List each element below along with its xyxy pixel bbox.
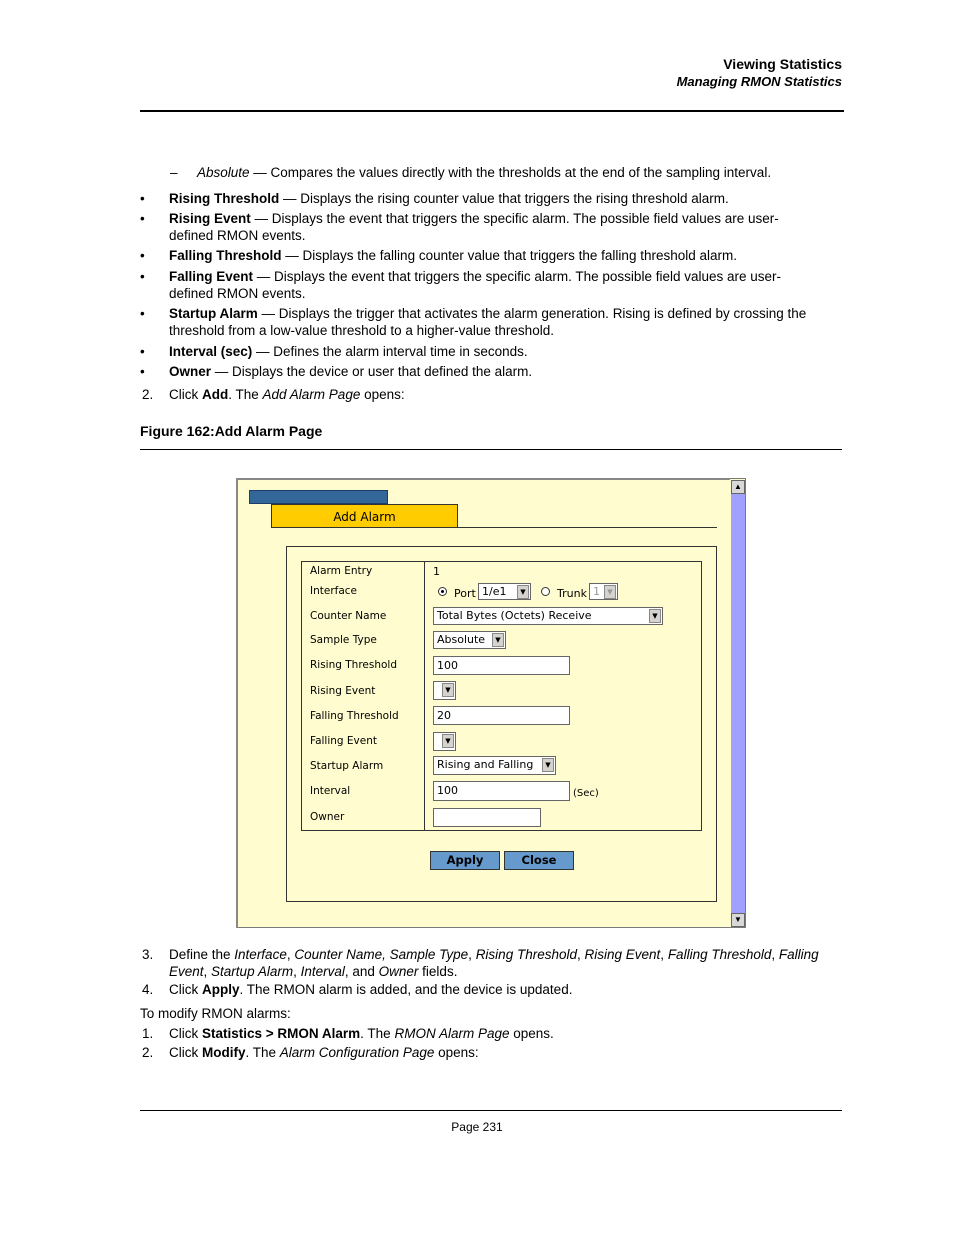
sample-type-select[interactable] [433, 631, 506, 649]
dropdown-arrow-icon: ▼ [442, 734, 454, 748]
bullet-term: Startup Alarm [169, 306, 258, 321]
bullet-continuation: defined RMON events. [169, 228, 306, 243]
step-3-run: Startup Alarm [211, 964, 294, 979]
bullet-description: — Displays the rising counter value that triggers the rising threshold alarm. [279, 191, 729, 206]
sample-type-label: Sample Type [310, 634, 377, 646]
modify-step-1-number: 1. [142, 1026, 154, 1041]
modify-intro: To modify RMON alarms: [140, 1006, 291, 1021]
modify-step-2-text [169, 1044, 479, 1061]
interval-label: Interval [310, 785, 351, 797]
alarm-entry-value: 1 [433, 565, 440, 578]
modify-step-2-bold: Modify [202, 1045, 246, 1060]
step-3-run: , [771, 947, 779, 962]
falling-threshold-input[interactable]: 20 [433, 706, 570, 725]
interval-unit: (Sec) [573, 788, 599, 799]
port-select-value: 1/e1 [482, 585, 507, 598]
bullet-description: — Displays the event that triggers the specific alarm. The possible field values are user- [253, 269, 782, 284]
bullet-item [169, 268, 781, 285]
port-label: Port [454, 587, 476, 600]
modify-step-1-italic: RMON Alarm Page [394, 1026, 510, 1041]
step-4-text [169, 981, 572, 998]
step-3-run: fields. [418, 964, 458, 979]
header-rule [140, 110, 844, 112]
figure-caption: Figure 162:Add Alarm Page [140, 423, 323, 439]
bullet-description: — Displays the trigger that activates the alarm generation. Rising is defined by crossing the [257, 306, 807, 321]
bullet-term: Owner [169, 364, 212, 379]
step-4-pre: Click [169, 982, 202, 997]
step-3-run: Rising Threshold [475, 947, 577, 962]
bullet-item [169, 190, 729, 207]
bullet-dot-icon: • [140, 364, 145, 379]
step-3-run: , and [344, 964, 379, 979]
sub-item-dash: – [170, 165, 178, 180]
trunk-radio[interactable] [541, 587, 550, 596]
bullet-description: — Displays the device or user that defined the alarm. [211, 364, 533, 379]
step-3-run: Rising Event [584, 947, 661, 962]
absolute-text: — Compares the values directly with the thresholds at the end of the sampling interval. [249, 165, 772, 180]
absolute-term: Absolute [197, 165, 250, 180]
dropdown-arrow-icon: ▼ [604, 585, 616, 599]
step-3-run: Falling [778, 947, 819, 962]
rising-threshold-label: Rising Threshold [310, 659, 398, 671]
modify-step-1-bold: Statistics > RMON Alarm [202, 1026, 361, 1041]
step-4-number: 4. [142, 982, 154, 997]
step-3-run: Interface [234, 947, 287, 962]
step-3-run: Falling Threshold [667, 947, 772, 962]
step-3-run: , [293, 964, 301, 979]
bullet-description: — Defines the alarm interval time in seconds. [252, 344, 528, 359]
rising-threshold-input[interactable]: 100 [433, 656, 570, 675]
step-4-post: . The RMON alarm is added, and the device is updated. [239, 982, 573, 997]
running-header-subtitle: Managing RMON Statistics [676, 74, 842, 89]
trunk-select[interactable] [589, 583, 618, 600]
bullet-dot-icon: • [140, 248, 145, 263]
step-2-text [169, 386, 405, 403]
close-button[interactable]: Close [504, 851, 574, 870]
bullet-term: Falling Event [169, 269, 254, 284]
bullet-description: — Displays the event that triggers the specific alarm. The possible field values are user- [250, 211, 779, 226]
dropdown-arrow-icon: ▼ [442, 683, 454, 697]
owner-label: Owner [310, 811, 345, 823]
scroll-up-arrow-icon[interactable]: ▲ [731, 480, 745, 494]
bullet-item [169, 210, 779, 227]
bullet-item [169, 305, 806, 322]
step-2-mid: . The [228, 387, 263, 402]
page-number: Page 231 [451, 1120, 503, 1134]
footer-rule [140, 1110, 842, 1111]
counter-name-value: Total Bytes (Octets) Receive [437, 609, 592, 622]
step-3-run: Define the [169, 947, 235, 962]
bullet-dot-icon: • [140, 306, 145, 321]
bullet-continuation: defined RMON events. [169, 286, 306, 301]
trunk-select-value: 1 [593, 585, 600, 598]
falling-threshold-label: Falling Threshold [310, 710, 399, 722]
bullet-description: — Displays the falling counter value that triggers the falling threshold alarm. [281, 248, 737, 263]
dropdown-arrow-icon: ▼ [517, 585, 529, 599]
dropdown-arrow-icon: ▼ [542, 758, 554, 772]
falling-event-label: Falling Event [310, 735, 377, 747]
bullet-term: Falling Threshold [169, 248, 282, 263]
bullet-dot-icon: • [140, 191, 145, 206]
vertical-scrollbar[interactable] [731, 480, 745, 927]
port-select[interactable] [478, 583, 531, 600]
sample-type-value: Absolute [437, 633, 486, 646]
step-3-run: Counter Name, Sample Type [294, 947, 469, 962]
rising-event-label: Rising Event [310, 685, 376, 697]
modify-step-1-pre: Click [169, 1026, 202, 1041]
step-3-run: Event [169, 964, 204, 979]
step-2-pre: Click [169, 387, 202, 402]
bullet-continuation: threshold from a low-value threshold to a higher-value threshold. [169, 323, 554, 338]
blue-tab-bar [249, 490, 388, 504]
startup-alarm-label: Startup Alarm [310, 760, 384, 772]
step-3-run: Interval [300, 964, 345, 979]
bullet-term: Rising Event [169, 211, 251, 226]
modify-step-1-mid: . The [360, 1026, 395, 1041]
form-column-divider [424, 561, 425, 831]
startup-alarm-value: Rising and Falling [437, 758, 534, 771]
step-2-post: opens: [360, 387, 405, 402]
step-3-number: 3. [142, 947, 154, 962]
bullet-dot-icon: • [140, 344, 145, 359]
bullet-dot-icon: • [140, 211, 145, 226]
step-3-run: , [468, 947, 476, 962]
step-2-italic: Add Alarm Page [262, 387, 361, 402]
trunk-label: Trunk [557, 587, 587, 600]
step-3-run: , [576, 947, 585, 962]
modify-step-2-post: opens: [434, 1045, 479, 1060]
bullet-item [169, 247, 737, 264]
step-4-bold: Apply [202, 982, 240, 997]
modify-step-1-post: opens. [509, 1026, 554, 1041]
interface-label: Interface [310, 585, 358, 597]
running-header-title: Viewing Statistics [723, 56, 842, 72]
modify-step-2-pre: Click [169, 1045, 202, 1060]
modify-step-2-italic: Alarm Configuration Page [279, 1045, 435, 1060]
tab-underline [458, 527, 717, 528]
step-3-line-1 [169, 946, 819, 963]
scroll-down-arrow-icon[interactable]: ▼ [731, 913, 745, 927]
startup-alarm-select[interactable] [433, 756, 556, 775]
bullet-item [169, 343, 528, 360]
step-3-run: Owner [378, 964, 419, 979]
step-3-run: , [286, 947, 295, 962]
falling-event-select[interactable] [433, 732, 456, 751]
modify-step-2-mid: . The [245, 1045, 280, 1060]
step-3-run: , [203, 964, 212, 979]
modify-step-2-number: 2. [142, 1045, 154, 1060]
bullet-item [169, 363, 532, 380]
counter-name-select[interactable] [433, 607, 663, 625]
step-2-number: 2. [142, 387, 154, 402]
counter-name-label: Counter Name [310, 610, 387, 622]
apply-button[interactable]: Apply [430, 851, 500, 870]
tab-add-alarm[interactable]: Add Alarm [271, 504, 458, 528]
bullet-dot-icon: • [140, 269, 145, 284]
step-3-line-2 [169, 963, 457, 980]
rising-event-select[interactable] [433, 681, 456, 700]
interval-input[interactable]: 100 [433, 781, 570, 801]
owner-input[interactable] [433, 808, 541, 827]
modify-step-1-text [169, 1025, 554, 1042]
figure-rule [140, 449, 842, 450]
port-radio[interactable] [438, 587, 447, 596]
alarm-entry-label: Alarm Entry [310, 565, 373, 577]
dropdown-arrow-icon: ▼ [492, 633, 504, 647]
sub-item-absolute [197, 164, 771, 181]
step-2-bold: Add [202, 387, 229, 402]
dropdown-arrow-icon: ▼ [649, 609, 661, 623]
bullet-term: Interval (sec) [169, 344, 253, 359]
bullet-term: Rising Threshold [169, 191, 280, 206]
step-3-run: , [660, 947, 668, 962]
